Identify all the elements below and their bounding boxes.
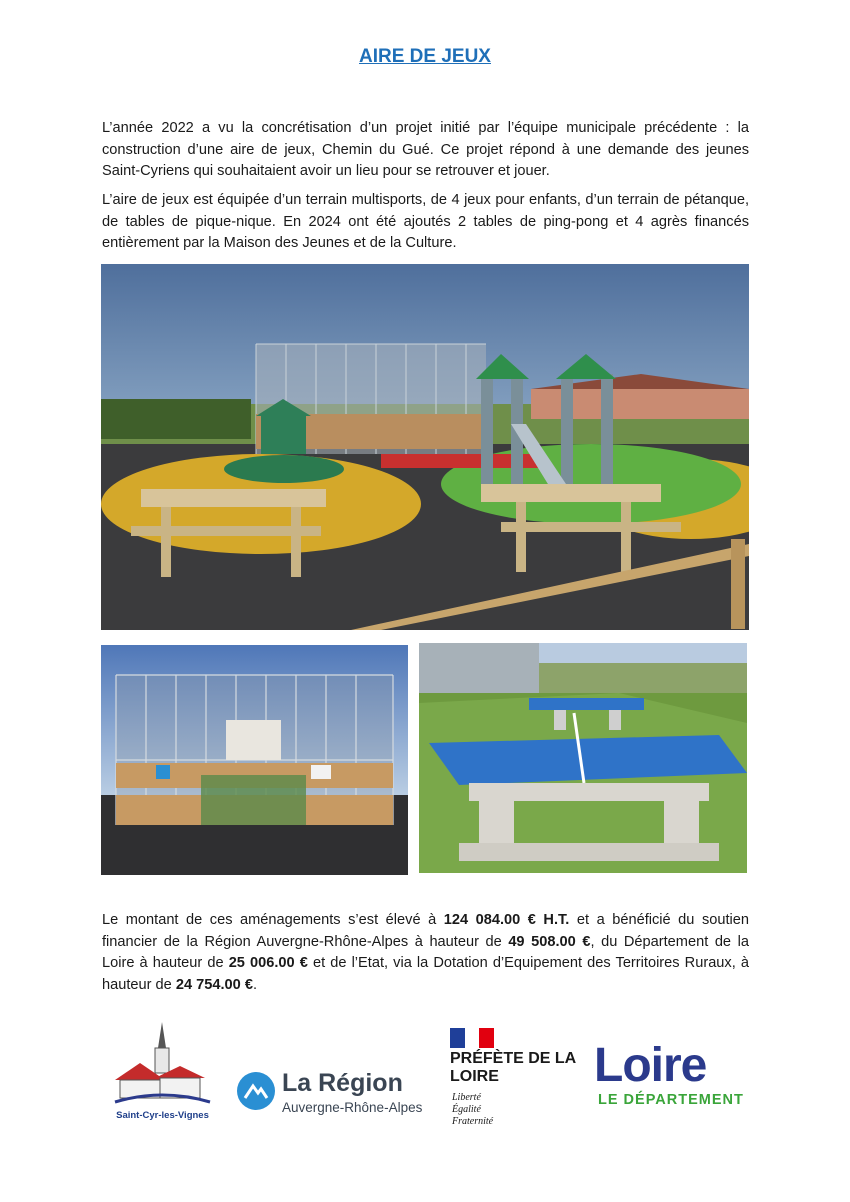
funding-departement: 25 006.00 € [228,955,308,971]
playground-photo [101,264,749,630]
region-name: La Région [282,1069,403,1097]
equipment-paragraph: L’aire de jeux est équipée d’un terrain multisports, de 4 jeux pour enfants, d’un terrain de pétanque, de tables de pique-nique. En 2024 ont été ajoutés 2 tables de ping-pong et 4 agrès financés entièrement par la Maison des Jeunes et de la Culture. [102,192,749,251]
region-logo [230,1025,430,1155]
prefecture-motto [452,1092,572,1128]
ping-pong-tables-photo [419,643,747,873]
funding-text-5: . [252,976,258,993]
funding-etat: 24 754.00 € [175,976,253,993]
region-mountain-icon [236,1071,276,1111]
funding-text-3: , du Département de la Loire à hauteur de [102,933,749,971]
prefecture-logo [440,1022,580,1152]
region-subtitle: Auvergne-Rhône-Alpes [282,1100,423,1115]
funding-region: 49 508.00 € [508,933,591,950]
page-title: AIRE DE JEUX [359,46,491,67]
loire-name: Loire [594,1039,707,1092]
motto-liberte: Liberté [452,1092,481,1103]
funding-total: 124 084.00 € H.T. [443,912,570,928]
loire-subtitle: LE DÉPARTEMENT [598,1092,744,1108]
loire-logo [590,1040,750,1130]
funding-text-1: Le montant de ces aménagements s’est élevé à [102,912,444,928]
funding-paragraph [102,910,749,996]
funding-text-4: et de l’Etat, via la Dotation d’Equipement des Territoires Ruraux, à hauteur de [102,955,749,993]
church-village-icon [110,1018,215,1110]
commune-name: Saint-Cyr-les-Vignes [116,1110,209,1121]
multisport-court-photo [101,645,408,875]
commune-logo [110,1018,215,1128]
prefecture-name: PRÉFÈTE DE LA LOIRE [450,1050,576,1085]
funding-text-2: et a bénéficié du soutien financier de la Région Auvergne-Rhône-Alpes à hauteur de [102,912,750,950]
intro-paragraph: L’année 2022 a vu la concrétisation d’un projet initié par l’équipe municipale précédente : la construction d’une aire de jeux, Chemin du Gué. Ce projet répond à une demande des jeunes Saint-Cyriens qui souhaitaient avoir un lieu pour se retrouver et jouer. [102,120,749,179]
motto-egalite: Égalité [452,1104,481,1115]
marianne-flag-icon [450,1028,494,1048]
motto-fraternite: Fraternité [452,1116,494,1127]
